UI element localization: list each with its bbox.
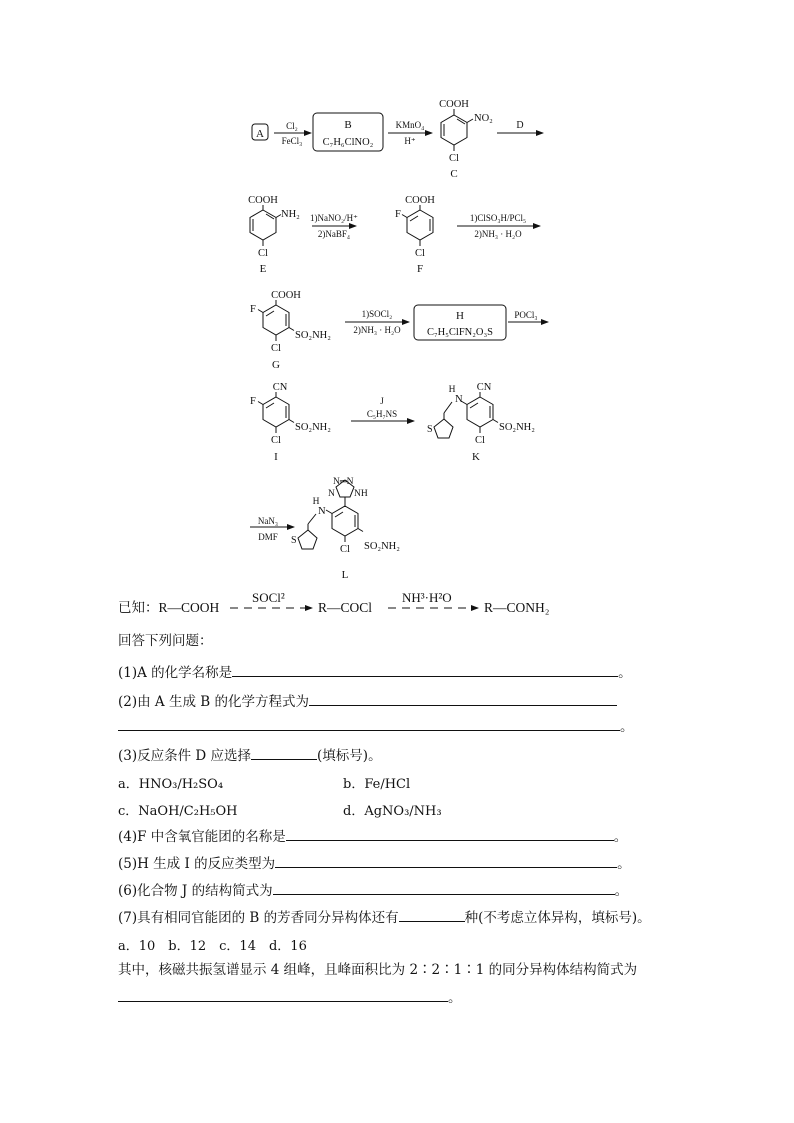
q3-option-c[interactable]: c．NaOH/C₂H₅OH [118, 804, 238, 819]
l-h: H [312, 497, 320, 507]
compound-c-ring [441, 115, 467, 145]
compound-g-ring [263, 305, 289, 335]
question-5: (5)H 生成 I 的反应类型为 。 [118, 853, 631, 873]
compound-e-ring [250, 210, 276, 240]
question-4: (4)F 中含氧官能团的名称是 。 [118, 826, 627, 846]
question-6: (6)化合物 J 的结构简式为 。 [118, 880, 628, 900]
l-so2nh2: SO₂NH₂ [364, 541, 400, 552]
l-cl: Cl [340, 544, 350, 555]
question-2: (2)由 A 生成 B 的化学方程式为 [118, 691, 617, 711]
reagent-dmf: DMF [258, 532, 278, 542]
reagent-nh3-1: 2)NH₃ · H₂O [474, 229, 522, 239]
answer-blank-2a[interactable] [309, 691, 617, 706]
question-7-answer-line: 。 [118, 987, 462, 1007]
k-n: N [455, 394, 463, 405]
compound-l-ring [332, 506, 358, 536]
g-cooh: COOH [271, 290, 301, 301]
label-c: C [450, 168, 458, 180]
known-reagent-1: SOCl² [252, 590, 285, 605]
e-cl: Cl [258, 248, 268, 259]
compound-k-thiophene [434, 419, 453, 438]
c-cooh: COOH [439, 99, 469, 110]
k-cl: Cl [475, 435, 485, 446]
f-cooh: COOH [405, 195, 435, 206]
e-nh2: NH₂ [281, 209, 300, 220]
k-h: H [448, 385, 456, 395]
formula-h: C₇H₅ClFN₂O₃S [427, 327, 493, 338]
label-i: I [274, 451, 278, 463]
label-k: K [472, 451, 480, 463]
f-cl: Cl [415, 248, 425, 259]
answer-blank-7[interactable] [399, 907, 465, 922]
question-1: (1)A 的化学名称是 。 [118, 662, 632, 682]
label-e: E [259, 263, 267, 275]
label-l: L [341, 569, 349, 581]
reagent-nano2: 1)NaNO₂/H⁺ [310, 213, 358, 223]
compound-f-ring [407, 210, 433, 240]
known-mid: R—COCl [318, 600, 373, 615]
g-f: F [250, 304, 256, 315]
l-nh: NH [354, 489, 368, 499]
i-cl: Cl [271, 435, 281, 446]
compound-l-thiophene [298, 530, 317, 549]
reagent-nabf4: 2)NaBF₄ [317, 229, 351, 239]
c-no2: NO₂ [474, 113, 493, 124]
question-7-followup: 其中，核磁共振氢谱显示 4 组峰，且峰面积比为 2∶2∶1∶1 的同分异构体结构简式为 [118, 962, 638, 978]
f-f: F [395, 209, 401, 220]
reagent-clso3h: 1)ClSO₃H/PCl₅ [469, 213, 527, 223]
l-n: N [328, 489, 335, 499]
known-product: R—CONH₂ [484, 600, 550, 615]
i-cn: CN [272, 382, 288, 393]
questions-intro: 回答下列问题： [118, 633, 213, 649]
answer-blank-5[interactable] [275, 853, 617, 868]
reagent-cl2: Cl₂ [286, 121, 298, 131]
label-f: F [416, 263, 424, 275]
reagent-kmno4: KMnO₄ [395, 120, 425, 130]
g-so2nh2: SO₂NH₂ [295, 330, 331, 341]
g-cl: Cl [271, 343, 281, 354]
question-2-line2: 。 [118, 716, 634, 736]
q7-options[interactable]: a．10 b．12 c．14 d．16 [118, 939, 307, 954]
e-cooh: COOH [248, 195, 278, 206]
k-s: S [427, 424, 433, 435]
label-b: B [344, 119, 352, 131]
formula-b: C₇H₆ClNO₂ [322, 137, 374, 148]
label-a: A [256, 128, 264, 140]
compound-i-ring [263, 397, 289, 427]
label-g: G [272, 359, 280, 371]
label-h: H [456, 310, 464, 322]
reagent-h-plus: H⁺ [404, 136, 416, 146]
k-so2nh2: SO₂NH₂ [499, 422, 535, 433]
answer-blank-4[interactable] [286, 826, 614, 841]
c-cl: Cl [449, 153, 459, 164]
reagent-j: J [380, 396, 384, 406]
l-n-amine: N [318, 506, 326, 517]
l-n-n: N═N [333, 477, 354, 487]
i-f: F [250, 396, 256, 407]
i-so2nh2: SO₂NH₂ [295, 422, 331, 433]
l-s: S [291, 535, 297, 546]
known-reagent-2: NH³·H²O [402, 590, 452, 605]
q3-option-d[interactable]: d．AgNO₃/NH₃ [343, 804, 442, 819]
answer-blank-2b[interactable] [118, 716, 620, 731]
question-7: (7)具有相同官能团的 B 的芳香同分异构体还有 种(不考虑立体异构，填标号)。 [118, 907, 651, 927]
reagent-c5h7ns: C₅H₇NS [366, 409, 398, 419]
compound-k-ring [467, 397, 493, 427]
answer-blank-6[interactable] [273, 880, 615, 895]
known-prefix: 已知：R—COOH [118, 600, 220, 615]
reagent-nan3: NaN₃ [257, 516, 279, 526]
answer-blank-7b[interactable] [118, 987, 448, 1002]
reagent-nh3-2: 2)NH₃ · H₂O [353, 325, 401, 335]
reagent-pocl3: POCl₃ [514, 310, 538, 320]
reagent-socl2: 1)SOCl₂ [361, 309, 393, 319]
answer-blank-1[interactable] [232, 662, 618, 677]
question-3: (3)反应条件 D 应选择 (填标号)。 [118, 745, 382, 765]
k-cn: CN [476, 382, 492, 393]
reagent-d: D [516, 120, 524, 131]
q3-option-a[interactable]: a．HNO₃/H₂SO₄ [118, 777, 224, 792]
q3-option-b[interactable]: b．Fe/HCl [343, 777, 411, 792]
reagent-fecl3: FeCl₃ [281, 136, 303, 146]
answer-blank-3[interactable] [251, 745, 317, 760]
